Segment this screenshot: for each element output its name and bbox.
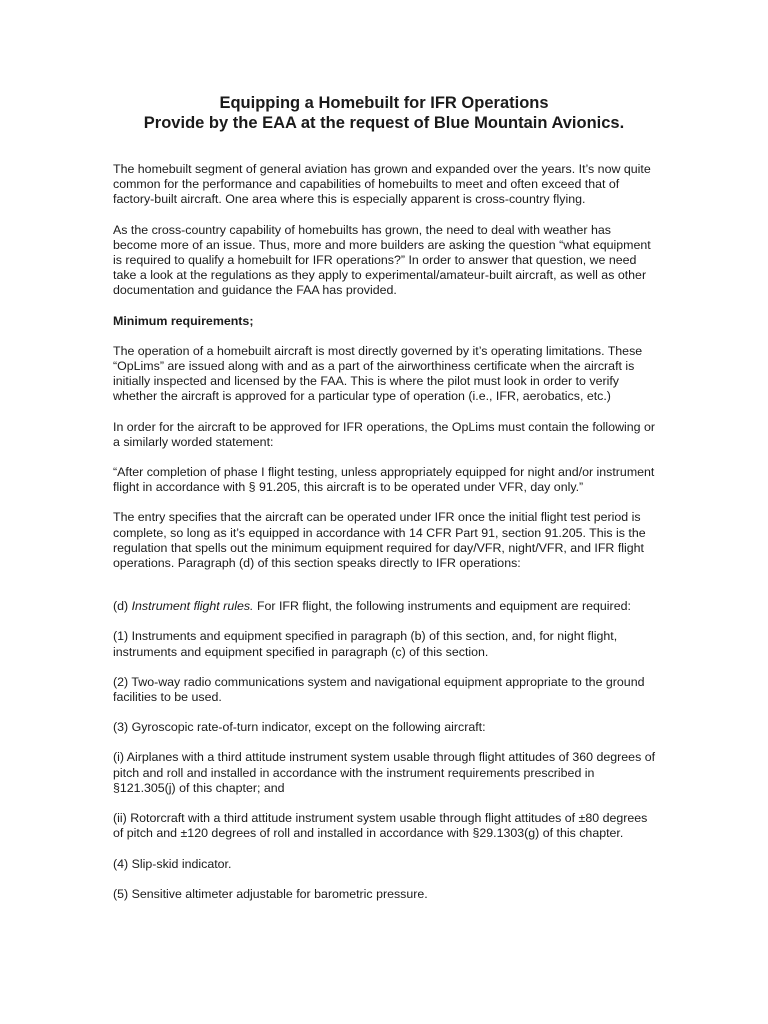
regulation-d-title: Instrument flight rules. xyxy=(131,599,254,614)
regulation-item-3-i: (i) Airplanes with a third attitude instrument system usable through flight attitudes of 360 degrees of pitch and roll and installed in accordance with the instrument requirements prescribed in §121.305(j) of this chapter; and xyxy=(113,750,656,795)
title-line-1: Equipping a Homebuilt for IFR Operations xyxy=(219,94,549,112)
regulation-d-text: For IFR flight, the following instruments and equipment are required: xyxy=(253,599,631,614)
paragraph-intro: The homebuilt segment of general aviation has grown and expanded over the years. It’s now quite common for the performance and capabilities of homebuilts to meet and often exceed that of factory-built aircraft. One area where this is especially apparent is cross-country flying. xyxy=(113,162,651,207)
paragraph-quote: “After completion of phase I flight testing, unless appropriately equipped for night and/or instrument flight in accordance with § 91.205, this aircraft is to be operated under VFR, day only.” xyxy=(113,465,655,495)
document-title xyxy=(0,93,768,133)
paragraph-ifr-approval: In order for the aircraft to be approved for IFR operations, the OpLims must contain the following or a similarly worded statement: xyxy=(113,419,656,449)
paragraph-oplims: The operation of a homebuilt aircraft is most directly governed by it’s operating limitations. These “OpLims” are issued along with and as a part of the airworthiness certificate when the aircraft is initially inspected and licensed by the FAA. This is where the pilot must look in order to verify whether the aircraft is approved for a particular type of operation (i.e., IFR, aerobatics, etc.) xyxy=(113,343,643,404)
paragraph-weather: As the cross-country capability of homebuilts has grown, the need to deal with weather has become more of an issue. Thus, more and more builders are asking the question “what equipment is required to qualify a homebuilt for IFR operations?” In order to answer that question, we need take a look at the regulations as they apply to experimental/amateur-built aircraft, as well as other documentation and guidance the FAA has provided. xyxy=(113,222,651,298)
regulation-d-prefix: (d) xyxy=(113,599,132,614)
regulation-item-3-ii: (ii) Rotorcraft with a third attitude instrument system usable through flight attitudes of ±80 degrees of pitch and ±120 degrees of roll and installed in accordance with §29.1303(g) of this chapter. xyxy=(113,811,648,841)
paragraph-regulation-intro: The entry specifies that the aircraft can be operated under IFR once the initial flight test period is complete, so long as it’s equipped in accordance with 14 CFR Part 91, section 91.205. This is the regulation that spells out the minimum equipment required for day/VFR, night/VFR, and IFR flight operations. Paragraph (d) of this section speaks directly to IFR operations: xyxy=(113,510,646,571)
document-body xyxy=(113,162,658,917)
title-line-2: Provide by the EAA at the request of Blue Mountain Avionics. xyxy=(143,114,625,132)
regulation-d xyxy=(113,599,658,614)
regulation-item-4: (4) Slip-skid indicator. xyxy=(113,856,232,871)
regulation-item-5: (5) Sensitive altimeter adjustable for barometric pressure. xyxy=(113,886,428,901)
regulation-item-3: (3) Gyroscopic rate-of-turn indicator, except on the following aircraft: xyxy=(113,720,486,735)
regulation-item-2: (2) Two-way radio communications system and navigational equipment appropriate to the ground facilities to be used. xyxy=(113,674,645,705)
regulation-item-1: (1) Instruments and equipment specified in paragraph (b) of this section, and, for night flight, instruments and equipment specified in paragraph (c) of this section. xyxy=(113,629,618,659)
section-heading: Minimum requirements; xyxy=(113,313,254,328)
